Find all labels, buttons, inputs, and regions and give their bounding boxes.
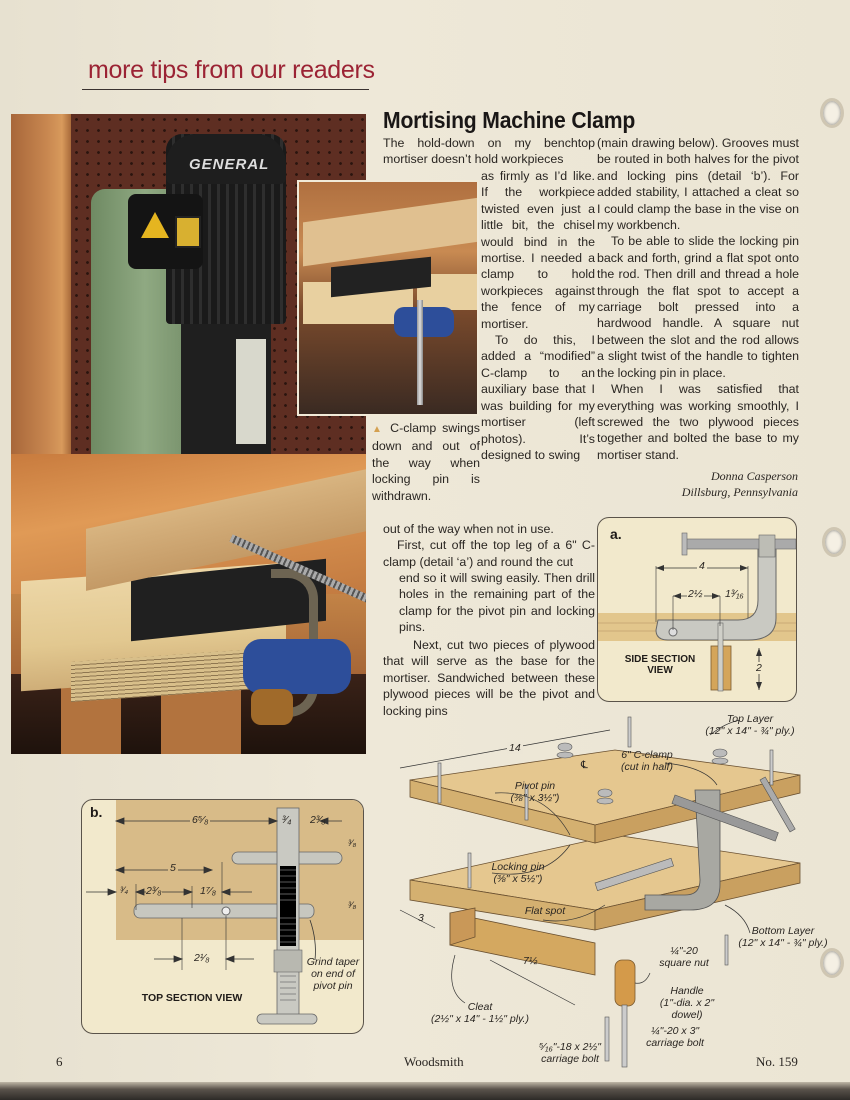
- label: carriage bolt: [646, 1037, 704, 1049]
- callout-top-layer: [695, 713, 805, 737]
- callout-pivot-pin: [500, 780, 570, 804]
- label: (12" x 14" - ¾" ply.): [705, 725, 795, 737]
- header-rule: [82, 89, 369, 90]
- dim-label: 2½: [688, 588, 703, 600]
- label: (1"-dia. x 2": [659, 997, 715, 1009]
- label: ⁵⁄₁₆"-18 x 2½": [538, 1041, 601, 1053]
- label: (12" x 14" - ¾" ply.): [738, 937, 828, 949]
- label: 6" C-clamp: [621, 749, 673, 761]
- label: ¼"-20 x 3": [650, 1025, 700, 1037]
- binder-ring-icon: [820, 948, 844, 978]
- inset-workpiece: [303, 198, 479, 267]
- label: (2½" x 14" - 1½" ply.): [431, 1013, 529, 1025]
- label: Bottom Layer: [751, 925, 815, 937]
- callout-carriage-bolt-b: [530, 1041, 610, 1065]
- dim-label: 2³⁄₈: [310, 814, 326, 826]
- issue-number: No. 159: [756, 1054, 798, 1069]
- paragraph: To do this, I added a “modified” C-clamp to an auxiliary base that I was building for my mortiser (left photos). It’s designed to swing: [481, 333, 595, 462]
- label: (⅜" x 3½"): [510, 792, 560, 804]
- exploded-assembly-drawing: [395, 705, 835, 1080]
- label: carriage bolt: [541, 1053, 599, 1065]
- author-signature: [682, 468, 798, 500]
- callout-bottom-layer: [733, 925, 833, 949]
- dim-label: ³⁄₈: [348, 900, 357, 910]
- inset-clamp-screw: [417, 300, 423, 405]
- paragraph: When I was satisfied that everything was working smoothly, I screwed the two plywood pieces together and bolted the base to my mortiser stand.: [597, 382, 799, 462]
- detail-a-letter: a.: [610, 526, 622, 542]
- paragraph: out of the way when not in use.: [383, 522, 554, 536]
- detail-a-side-section: [597, 517, 797, 702]
- caption-arrow-icon: ▲: [372, 424, 385, 435]
- paragraph: end so it will swing easily. Then drill holes in the remaining part of the clamp for the pivot pin and locking pins.: [399, 571, 595, 635]
- callout-square-nut: [653, 945, 715, 969]
- dim-label: 2¹⁄₈: [194, 952, 210, 964]
- section-header: more tips from our readers: [88, 56, 375, 84]
- page-number: 6: [56, 1054, 63, 1069]
- page-bottom-edge: [0, 1082, 850, 1100]
- dim-label: 4: [699, 560, 705, 572]
- detail-b-letter: b.: [90, 804, 103, 820]
- inset-table: [331, 257, 431, 298]
- callout-c-clamp: [607, 749, 687, 773]
- photo-handle: [251, 689, 293, 725]
- label: Cleat: [467, 1001, 493, 1013]
- paragraph: as firmly as I’d like. If the workpiece twisted even just a little bit, the chisel would bind in the mortise. I needed a clamp to hold workpieces against the fence of my mortiser.: [481, 169, 595, 331]
- photo-caption: [372, 420, 480, 504]
- author-name: Donna Casperson: [710, 469, 798, 483]
- callout-grind-taper: Grind taper on end of pivot pin: [306, 956, 360, 992]
- callout-cleat: [425, 1001, 535, 1025]
- article-col1-lead: [383, 135, 595, 168]
- dim-label: 2³⁄₈: [146, 885, 162, 897]
- warning-triangle-icon: [141, 212, 169, 238]
- label: Pivot pin: [514, 780, 556, 792]
- dim-label: 1⁷⁄₈: [200, 885, 216, 897]
- article-col2: [597, 135, 799, 463]
- dim-label: 1³⁄₁₆: [725, 588, 744, 600]
- detail-b-view-label: TOP SECTION VIEW: [141, 992, 243, 1004]
- caption-text: C-clamp swings down and out of the way when locking pin is withdrawn.: [372, 421, 480, 503]
- dim-label-3: 3: [418, 912, 424, 924]
- author-location: Dillsburg, Pennsylvania: [681, 485, 798, 499]
- article-title: Mortising Machine Clamp: [383, 107, 636, 133]
- paragraph: First, cut off the top leg of a 6" C-clamp (detail ‘a’) and round the cut: [383, 538, 595, 569]
- paragraph: (main drawing below). Grooves must be routed in both halves for the pivot and locking pins (detail ‘b’). For added stability, I attached a cleat so I could clamp the base in the vise on my workbench.: [597, 136, 799, 233]
- photo-vise: [243, 639, 351, 694]
- dim-label: 2: [756, 662, 762, 674]
- binder-ring-icon: [822, 527, 846, 557]
- detail-b-top-section: [81, 799, 364, 1034]
- callout-carriage-bolt-a: [635, 1025, 715, 1049]
- article-col1-narrow: [481, 168, 595, 463]
- photo-brand-label: GENERAL: [189, 156, 270, 173]
- label: Locking pin: [491, 861, 545, 873]
- label: (cut in half): [621, 761, 673, 773]
- photo-label-plate: [236, 339, 266, 444]
- inset-photo-clamp-swung: [297, 180, 479, 416]
- dim-label: 5: [170, 862, 176, 874]
- inset-vise: [394, 307, 454, 337]
- paragraph: The hold-down on my benchtop mortiser doesn’t hold workpieces: [383, 136, 595, 167]
- callout-flat-spot: Flat spot: [524, 905, 566, 917]
- callout-handle: [647, 985, 727, 1021]
- paragraph: Next, cut two pieces of plywood that will serve as the base for the mortiser. Sandwiched between these plywood pieces will be the pivot and locking pins: [383, 638, 595, 718]
- binder-ring-icon: [820, 98, 844, 128]
- dim-label-7-5: 7½: [523, 955, 538, 967]
- label: Handle: [670, 985, 704, 997]
- article-col1-bottom: [383, 521, 595, 570]
- label: square nut: [659, 957, 709, 969]
- label: Top Layer: [726, 713, 774, 725]
- centerline-icon: ℄: [581, 759, 588, 771]
- paragraph: To be able to slide the locking pin back and forth, grind a flat spot onto the rod. Then drill and thread a hole through the flat spot to accept a carriage bolt pressed into a hardwood handle. A square nut between the slot and the rod allows a slight twist of the handle to tighten the locking pin in place.: [597, 234, 799, 380]
- dim-label: ³⁄₈: [348, 838, 357, 848]
- article-col1-wrap: [399, 570, 595, 636]
- callout-locking-pin: [478, 861, 558, 885]
- label: ¼"-20: [670, 945, 698, 957]
- dim-label-14: 14: [509, 742, 521, 754]
- photo-switch-button: [175, 216, 201, 248]
- detail-a-view-label: SIDE SECTION VIEW: [624, 654, 696, 676]
- dim-label: 6⁵⁄₈: [192, 814, 209, 826]
- label: (⅜" x 5½"): [493, 873, 543, 885]
- dim-label: ³⁄₄: [282, 814, 292, 826]
- publication-name: Woodsmith: [404, 1054, 464, 1069]
- dim-label: ³⁄₄: [120, 885, 129, 895]
- label: dowel): [671, 1009, 703, 1021]
